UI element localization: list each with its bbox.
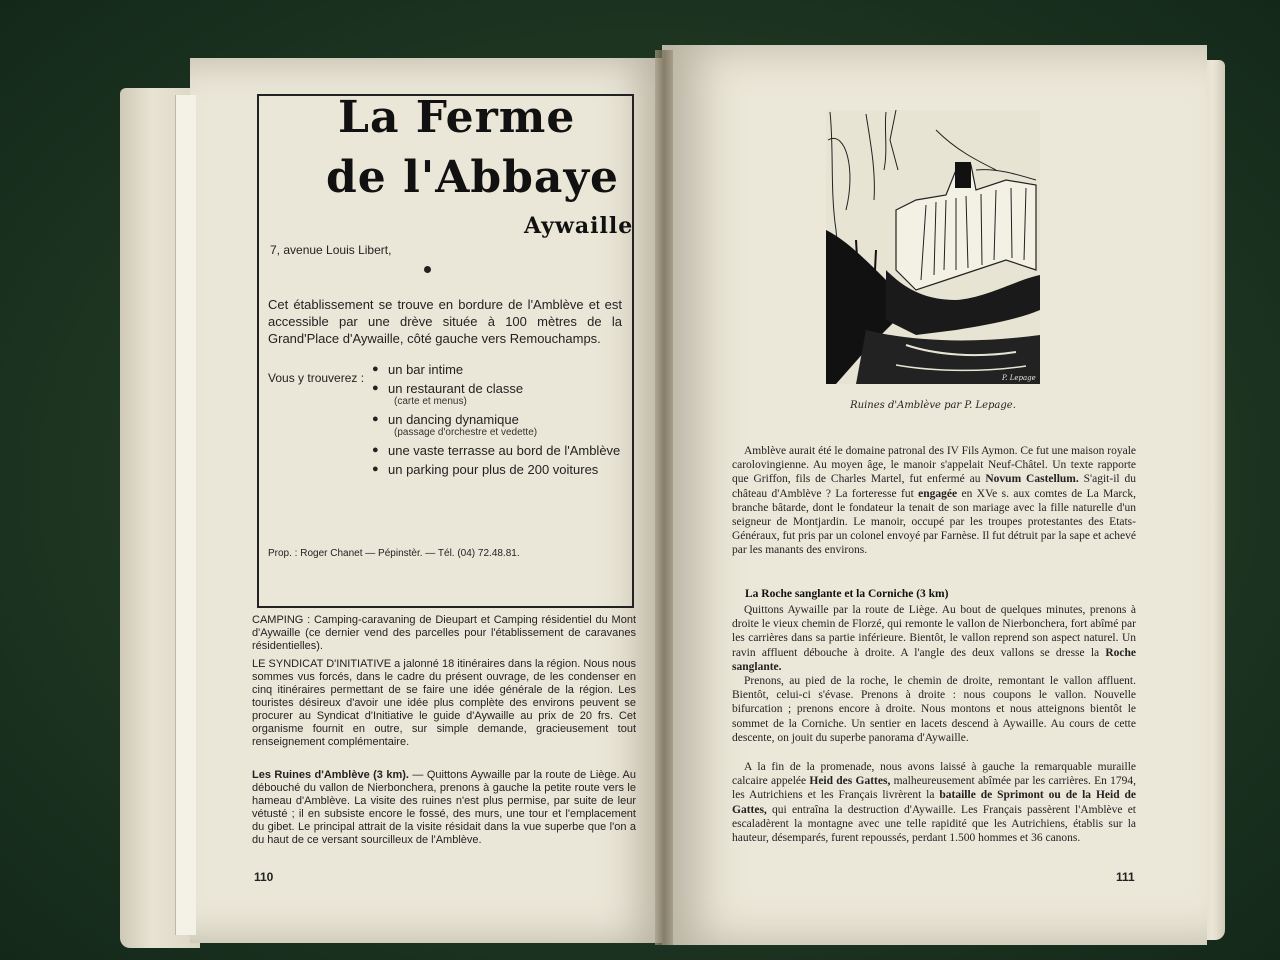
illustration-signature: P. Lepage <box>1002 374 1036 382</box>
ad-offer-item: ● un dancing dynamique (passage d'orchestre et vedette) <box>372 412 630 439</box>
page-edge <box>175 95 196 935</box>
section-heading-roche: La Roche sanglante et la Corniche (3 km) <box>745 588 949 600</box>
alafin-paragraph: A la fin de la promenade, nous avons laissé à gauche la remarquable muraille calcaire appelée Heid des Gattes, malheureusement abîmée par les carrières. En 1794, les Autrichiens et les Français livrèrent la bataille de Sprimont ou de la Heid de Gattes, qui entraîna la destruction d'Aywaille. Les Français passèrent l'Amblève et escaladèrent la montagne avec une telle rapidité que les Autrichiens, établis sur la hauteur, désemparés, furent repoussés, perdant 1.500 hommes et 36 canons. <box>732 761 1136 845</box>
ad-description: Cet établissement se trouve en bordure de l'Amblève et est accessible par une drève située à 100 mètres de la Grand'Place d'Aywaille, côté gauche vers Remouchamps. <box>268 297 622 346</box>
ad-title-line1: La Ferme <box>338 92 576 143</box>
ad-offer-label: Vous y trouverez : <box>268 371 365 385</box>
ambleve-paragraph: Amblève aurait été le domaine patronal des IV Fils Aymon. Ce fut une maison royale carolovingienne. Au moyen âge, le manoir s'appelait Neuf-Châtel. Un texte rapporte que Griffon, fils de Charles Martel, fut enfermé au Novum Castellum. S'agit-il du château d'Amblève ? La forteresse fut engagée en XVe s. aux comtes de La Marck, branche bâtarde, dont le fondateur la tenait de son mariage avec la fille naturelle d'un seigneur de Montjardin. Le manoir, occupé par les troupes protestantes des Etats-Généraux, fut pris par un colonel envoyé par Farnèse. Il fut détruit par la sape et achevé par les manants des environs. <box>732 445 1136 557</box>
ad-title-line2: de l'Abbaye <box>326 152 620 203</box>
ruines-heading: Les Ruines d'Amblève (3 km). <box>252 769 409 781</box>
ruines-paragraph: Les Ruines d'Amblève (3 km). — Quittons Aywaille par la route de Liège. Au débouché du vallon de Nierbonchera, prenons à gauche la petite route vers le hameau d'Amblève. La visite des ruines n'est plus permise, par suite de leur vétusté ; il en subsiste encore le fossé, des murs, une tour et l'emplacement du gibet. Le principal attrait de la visite résidait dans la vue superbe que l'on a du haut de ce versant sourcilleux de l'Amblève. <box>252 769 636 846</box>
ad-separator-dot <box>424 266 431 273</box>
ad-offer-item: ● une vaste terrasse au bord de l'Amblève <box>372 443 630 458</box>
page-number-right: 111 <box>1116 870 1135 884</box>
book-gutter <box>655 50 673 945</box>
ad-address: 7, avenue Louis Libert, <box>270 243 392 257</box>
syndicat-paragraph: LE SYNDICAT D'INITIATIVE a jalonné 18 itinéraires dans la région. Nous nous sommes vus forcés, dans le cadre du présent ouvrage, de les condenser en cinq itinéraires permettant de se faire une idée générale de la région. Les touristes désireux d'avoir une idée plus complète des environs peuvent se procurer au Syndicat d'Initiative le guide d'Aywaille au prix de 20 frs. Cet organisme fournit en outre, sur simple demande, gracieusement tout renseignement complémentaire. <box>252 658 636 748</box>
ruins-illustration <box>826 110 1040 384</box>
ad-offer-list <box>372 362 630 481</box>
camping-paragraph: CAMPING : Camping-caravaning de Dieupart et Camping résidentiel du Mont d'Aywaille (ce dernier vend des parcelles pour l'établissement de caravanes résidentielles). <box>252 614 636 652</box>
ad-offer-item: ● un bar intime <box>372 362 630 377</box>
ad-offer-item: ● un parking pour plus de 200 voitures <box>372 462 630 477</box>
illustration-caption: Ruines d'Amblève par P. Lepage. <box>850 400 1016 411</box>
page-number-left: 110 <box>254 870 274 884</box>
ad-town: Aywaille <box>524 213 634 239</box>
quittons-paragraph: Quittons Aywaille par la route de Liège. Au bout de quelques minutes, prenons à droite le vieux chemin de Florzé, qui remonte le vallon de Nierbonchera, fort abîmé par les carrières dans sa partie inférieure. Bientôt, le vallon reprend son aspect naturel. Un ravin affluent débouche à droite. A l'angle des deux vallons se dresse la Roche sanglante. <box>732 604 1136 673</box>
ad-proprietor: Prop. : Roger Chanet — Pépinstèr. — Tél. (04) 72.48.81. <box>268 548 520 559</box>
prenons-paragraph: Prenons, au pied de la roche, le chemin de droite, remontant le vallon affluent. Bientôt, celui-ci s'évase. Prenons à droite : nous coupons le vallon. Nouvelle bifurcation ; prenons encore à droite. Nous montons et nous atteignons bientôt le sommet de la Corniche. Un sentier en lacets descend à Aywaille. Au cours de cette descente, on jouit du superbe panorama d'Aywaille. <box>732 675 1136 744</box>
ad-offer-item: ● un restaurant de classe (carte et menus) <box>372 381 630 408</box>
